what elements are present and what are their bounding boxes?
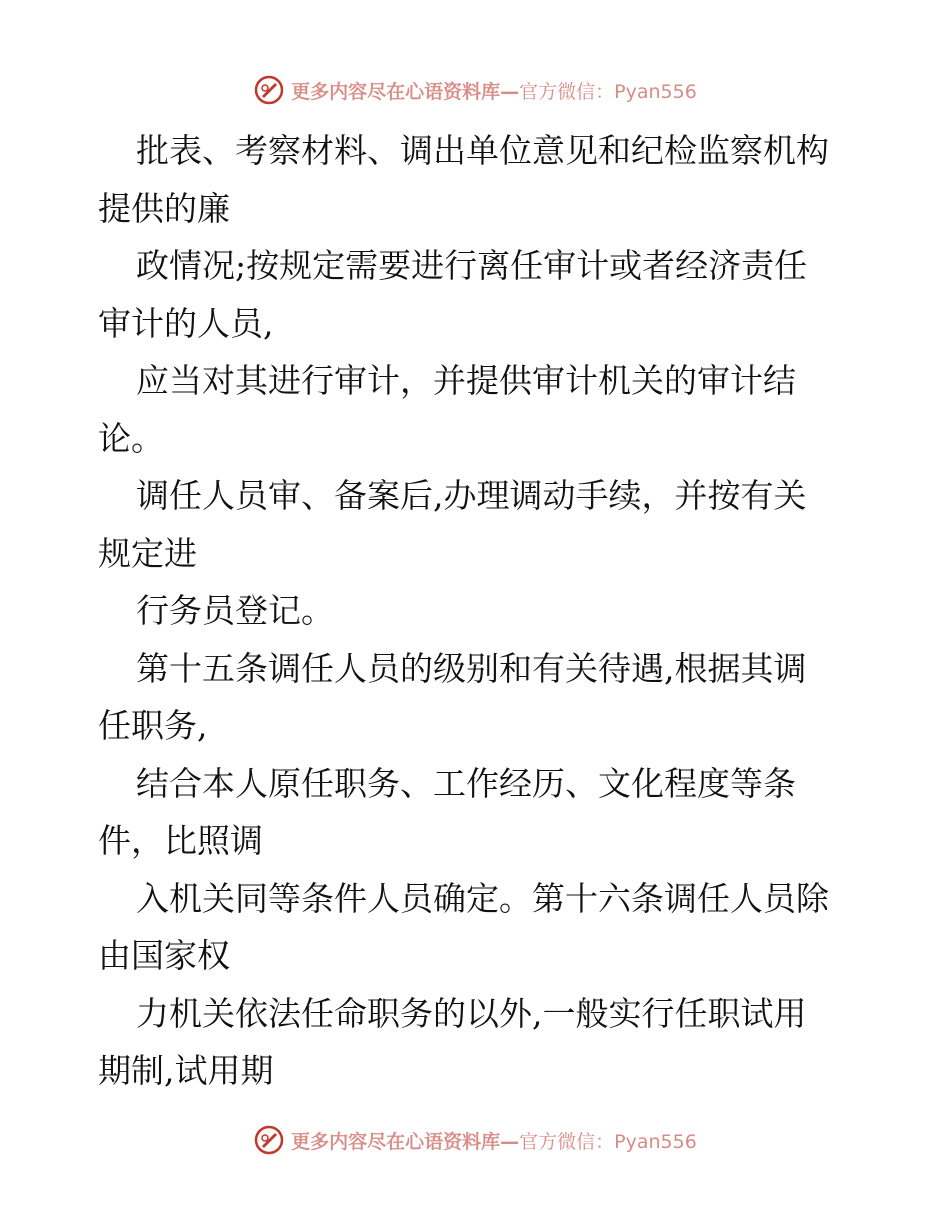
quill-logo-icon bbox=[253, 1124, 285, 1156]
text-line: 期制,试用期 bbox=[98, 1051, 274, 1090]
text-line: 应当对其进行审计，并提供审计机关的审计结 bbox=[136, 361, 796, 400]
text-line: 入机关同等条件人员确定。第十六条调任人员除 bbox=[136, 878, 829, 918]
footer-wechat-text: 官方微信：Pyan556 bbox=[519, 1130, 697, 1153]
quill-logo-icon bbox=[253, 74, 285, 106]
header-wechat-text: 官方微信：Pyan556 bbox=[519, 80, 697, 103]
text-line: 批表、考察材料、调出单位意见和纪检监察机构 bbox=[136, 131, 829, 170]
text-line: 第十五条调任人员的级别和有关待遇,根据其调 bbox=[136, 648, 807, 688]
footer-watermark-text: 更多内容尽在心语资料库 bbox=[291, 1130, 501, 1153]
text-line: 提供的廉 bbox=[98, 188, 230, 228]
text-line: 行务员登记。 bbox=[136, 591, 334, 630]
header-watermark-text: 更多内容尽在心语资料库 bbox=[291, 80, 501, 103]
footer-separator: — bbox=[500, 1130, 520, 1153]
footer-watermark bbox=[0, 1120, 950, 1160]
text-line: 规定进 bbox=[98, 533, 197, 573]
text-line: 政情况;按规定需要进行离任审计或者经济责任 bbox=[136, 246, 808, 285]
document-body bbox=[98, 122, 858, 1100]
text-line: 结合本人原任职务、工作经历、文化程度等条 bbox=[136, 763, 796, 803]
text-line: 由国家权 bbox=[98, 936, 230, 975]
text-line: 力机关依法任命职务的以外,一般实行任职试用 bbox=[136, 993, 807, 1033]
header-separator: — bbox=[500, 80, 520, 103]
text-line: 论。 bbox=[98, 418, 164, 458]
header-watermark bbox=[0, 70, 950, 110]
text-line: 审计的人员, bbox=[98, 303, 274, 343]
text-line: 任职务, bbox=[98, 706, 208, 745]
text-line: 件，比照调 bbox=[98, 821, 263, 860]
text-line: 调任人员审、备案后,办理调动手续，并按有关 bbox=[136, 476, 807, 515]
